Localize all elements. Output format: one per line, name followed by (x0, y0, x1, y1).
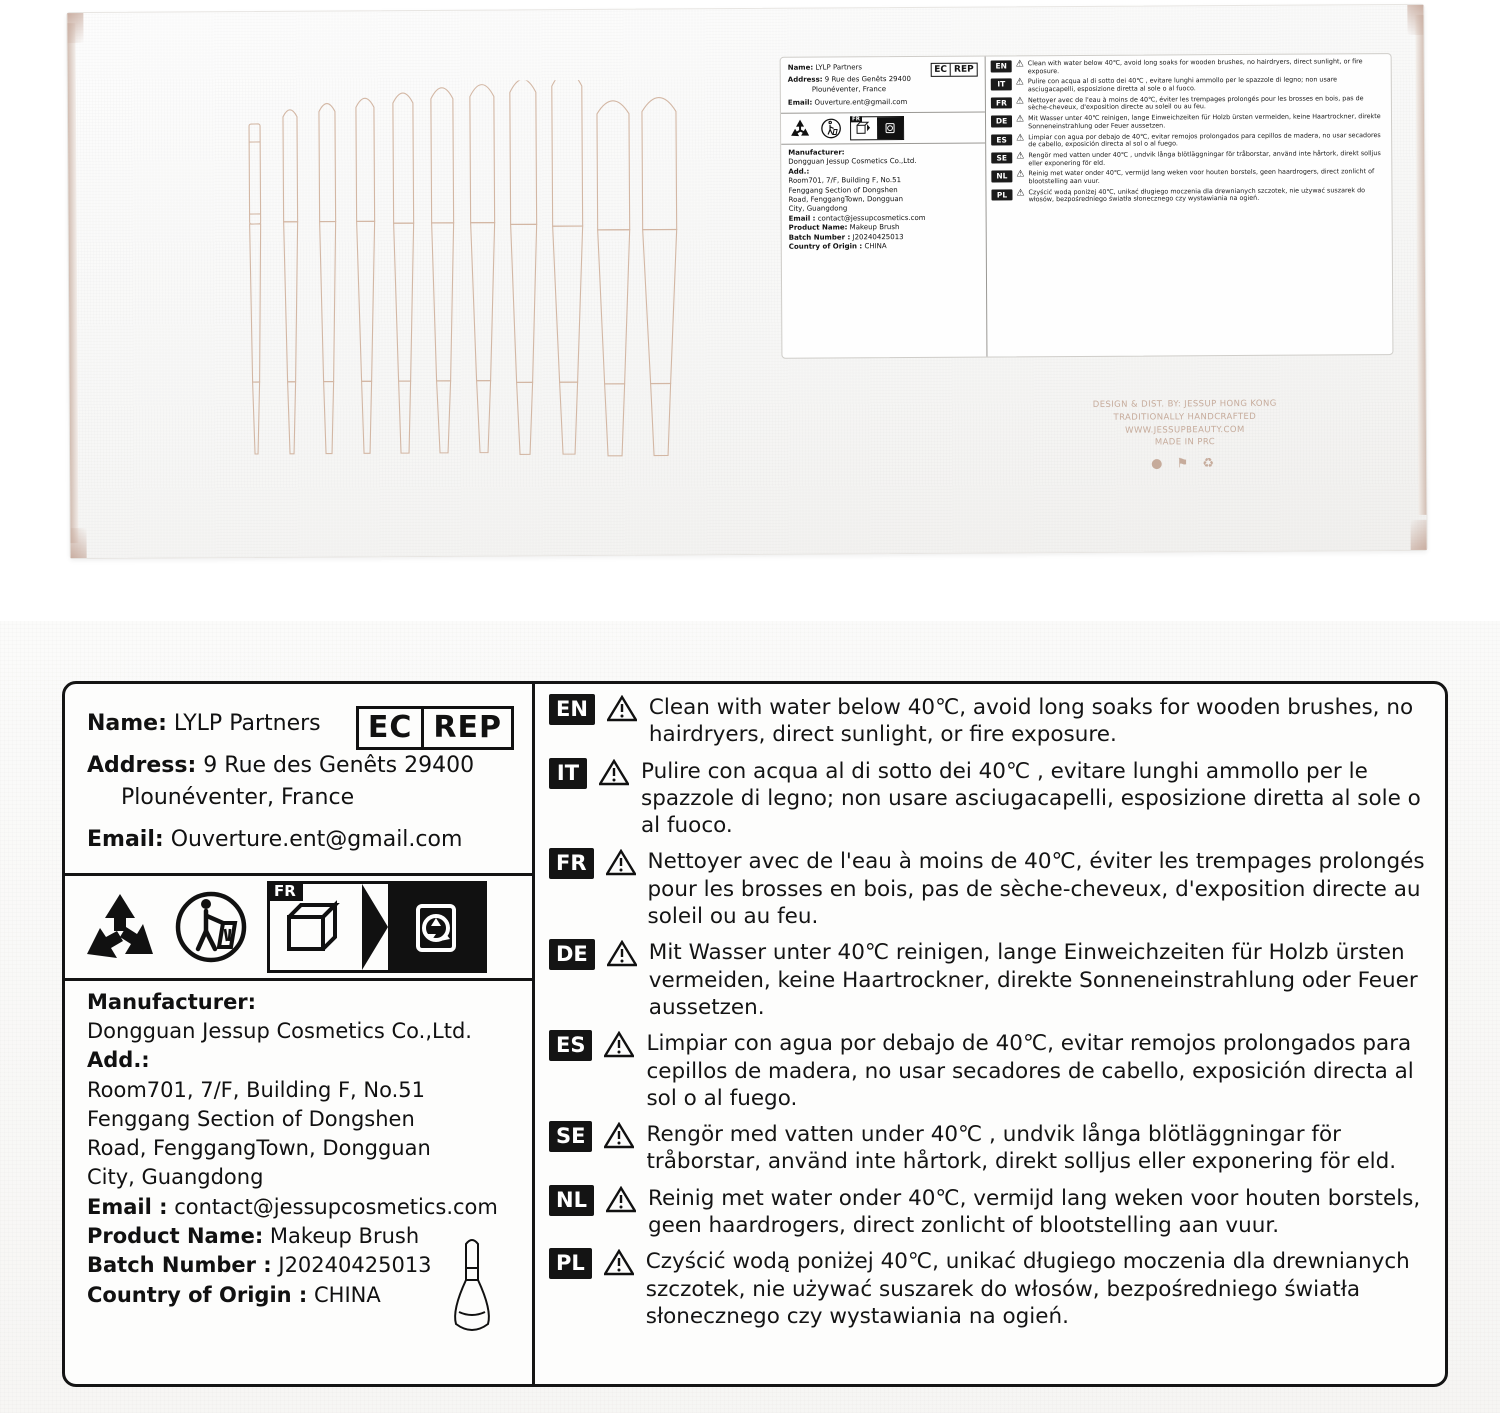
mini-fr-tag: FR (850, 116, 862, 122)
address-line1: 9 Rue des Genêts 29400 (203, 753, 474, 778)
box-footer-text (975, 397, 1395, 475)
language-code-de: DE (549, 939, 595, 970)
name-value: LYLP Partners (174, 711, 321, 736)
footer-line-3: MADE IN PRC (975, 435, 1395, 450)
instruction-row-pl (549, 1248, 1433, 1330)
box-printed-label (780, 53, 1394, 359)
recycling-bin-icon (388, 884, 484, 970)
warning-triangle-icon (604, 1122, 634, 1153)
ec-text: EC (359, 709, 425, 747)
mini-instruction-text: Nettoyer avec de l'eau à moins de 40℃, éviter les trempages prolongés pour les brosses en bois, pas de sèche-cheveux, d'exposition directe au soleil ou au feu. (1028, 95, 1386, 113)
instruction-row-fr (549, 848, 1433, 930)
mini-product-name-value: Makeup Brush (850, 223, 900, 231)
triman-arrow-icon (362, 884, 388, 970)
mini-instruction-row (991, 168, 1386, 186)
warning-triangle-icon (604, 1249, 634, 1280)
mini-lang-code: FR (991, 97, 1012, 109)
instruction-text-de: Mit Wasser unter 40℃ reinigen, lange Einweichzeiten für Holzb ürsten vermeiden, keine Haartrockner, direkte Sonneneinstrahlung oder Feuer aussetzen. (649, 939, 1433, 1021)
instruction-row-se (549, 1121, 1433, 1176)
mini-instruction-row (991, 150, 1386, 168)
box-left-edge (67, 23, 78, 543)
mini-rep-text: REP (951, 64, 977, 76)
mini-instruction-text: Rengör med vatten under 40℃ , undvik långa blötläggningar för tråborstar, använd inte hårtork, direkt solljus eller exponering för eld. (1028, 150, 1386, 168)
mini-ec-text: EC (931, 64, 951, 76)
warning-triangle-icon: ⚠ (1016, 115, 1024, 124)
language-code-en: EN (549, 694, 595, 725)
manufacturer-label: Manufacturer: (87, 990, 256, 1014)
address-row (87, 752, 514, 780)
mini-instruction-row (991, 187, 1386, 205)
mini-instruction-text: Pulire con acqua al di sotto dei 40℃ , evitare lunghi ammollo per le spazzole di legno; non usare asciugacapelli, esposizione diretta al sole o al fuoco. (1028, 76, 1386, 94)
mini-batch-value: J20240425013 (853, 233, 904, 241)
makeup-brush-icon (446, 1238, 498, 1350)
add-line-1: Fenggang Section of Dongshen (87, 1106, 514, 1133)
packaging-sorting-icon (856, 121, 872, 135)
warning-triangle-icon: ⚠ (1016, 60, 1024, 69)
warning-triangle-icon (607, 940, 637, 971)
instruction-row-en (549, 694, 1433, 749)
recycle-icon (788, 117, 812, 139)
footer-line-1: TRADITIONALLY HANDCRAFTED (975, 410, 1395, 425)
language-code-nl: NL (549, 1185, 594, 1216)
add-line-3: City, Guangdong (87, 1164, 514, 1191)
address-line2: Plounéventer, France (87, 784, 514, 812)
mini-symbol-strip (781, 111, 985, 144)
add-label: Add.: (87, 1048, 150, 1072)
do-not-litter-icon (173, 889, 253, 965)
mini-address-label: Address: (788, 76, 823, 84)
mini-add-line-0: Room701, 7/F, Building F, No.51 (788, 176, 978, 187)
mini-lang-code: DE (991, 116, 1012, 128)
mini-batch-label: Batch Number : (789, 233, 851, 241)
warning-triangle-icon (607, 695, 637, 726)
instruction-text-it: Pulire con acqua al di sotto dei 40℃ , evitare lunghi ammollo per le spazzole di legno; non usare asciugacapelli, esposizione diretta al sole o al fuoco. (641, 758, 1433, 840)
warning-triangle-icon: ⚠ (1016, 152, 1024, 161)
mini-name-label: Name: (788, 64, 813, 72)
mini-add-line-3: City, Guangdong (789, 204, 979, 215)
email2-value: contact@jessupcosmetics.com (174, 1195, 498, 1219)
language-code-pl: PL (549, 1248, 592, 1279)
mini-lang-code: NL (991, 171, 1012, 183)
mini-origin-value: CHINA (864, 242, 886, 250)
instruction-row-it (549, 758, 1433, 840)
box-corner-top-left (67, 13, 83, 43)
mini-instruction-text: Clean with water below 40℃, avoid long soaks for wooden brushes, no hairdryers, direct sunlight, or fire exposure. (1028, 58, 1386, 76)
instruction-text-se: Rengör med vatten under 40℃ , undvik långa blötläggningar för tråborstar, använd inte hårtork, direkt solljus eller exponering för eld. (646, 1121, 1433, 1176)
mini-instruction-text: Mit Wasser unter 40℃ reinigen, lange Einweichzeiten für Holzb ürsten vermeiden, keine Haartrockner, direkte Sonneneinstrahlung oder Feuer aussetzen. (1028, 113, 1386, 131)
mini-add-line-1: Fenggang Section of Dongshen (788, 185, 978, 196)
box-corner-bottom-right (1410, 520, 1426, 550)
product-box (66, 4, 1427, 559)
product-name-label: Product Name: (87, 1224, 263, 1248)
language-code-fr: FR (549, 848, 594, 879)
box-right-edge (1415, 15, 1426, 515)
mini-instruction-row (991, 76, 1386, 94)
box-label-left-panel (781, 57, 988, 358)
mini-address-line1: 9 Rue des Genêts 29400 (825, 75, 911, 84)
instruction-text-fr: Nettoyer avec de l'eau à moins de 40℃, éviter les trempages prolongés pour les brosses en bois, pas de sèche-cheveux, d'exposition directe au soleil ou au feu. (648, 848, 1433, 930)
care-instruction-label (62, 681, 1448, 1387)
warning-triangle-icon: ⚠ (1016, 189, 1024, 198)
mini-name-value: LYLP Partners (815, 63, 862, 71)
instruction-text-en: Clean with water below 40℃, avoid long soaks for wooden brushes, no hairdryers, direct sunlight, or fire exposure. (649, 694, 1433, 749)
email-value: Ouverture.ent@gmail.com (171, 827, 463, 852)
warning-triangle-icon (599, 759, 629, 790)
language-code-es: ES (549, 1030, 592, 1061)
mini-email-label: Email: (788, 99, 812, 107)
batch-value: J20240425013 (278, 1253, 431, 1277)
mini-lang-code: SE (991, 152, 1012, 164)
mini-lang-code: ES (991, 134, 1012, 146)
origin-label: Country of Origin : (87, 1283, 307, 1307)
instruction-row-es (549, 1030, 1433, 1112)
email2-label: Email : (87, 1195, 168, 1219)
box-corner-bottom-left (70, 528, 86, 558)
mini-instruction-text: Limpiar con agua por debajo de 40℃, evitar remojos prolongados para cepillos de madera, no usar secadores de cabello, exposición directa al sol o al fuego. (1028, 132, 1386, 150)
email-label: Email: (87, 827, 164, 852)
label-instructions-panel (535, 684, 1445, 1384)
mini-email2-label: Email : (789, 214, 816, 222)
warning-triangle-icon: ⚠ (1016, 97, 1024, 106)
mini-ec-rep-mark (930, 63, 978, 77)
label-left-panel (65, 684, 535, 1384)
footer-line-0: DESIGN & DIST. BY: JESSUP HONG KONG (975, 397, 1395, 412)
symbol-strip (65, 873, 532, 981)
instruction-text-pl: Czyścić wodą poniżej 40℃, unikać długiego moczenia dla drewnianych szczotek, nie używać suszarek do włosów, bezpośredniego światła słonecznego czy wystawiania na ogień. (646, 1248, 1433, 1330)
language-code-se: SE (549, 1121, 592, 1152)
warning-triangle-icon: ⚠ (1016, 79, 1024, 88)
mini-origin-label: Country of Origin : (789, 242, 862, 250)
footer-icon-row: ● ⚑ ♻ (975, 453, 1395, 475)
add-line-0: Room701, 7/F, Building F, No.51 (87, 1077, 514, 1104)
warning-triangle-icon (606, 1186, 636, 1217)
mini-instruction-row (991, 95, 1386, 113)
origin-value: CHINA (314, 1283, 381, 1307)
mini-address-line2: Plounéventer, France (788, 85, 931, 95)
mini-email2-value: contact@jessupcosmetics.com (818, 214, 926, 223)
warning-triangle-icon (604, 1031, 634, 1062)
name-label: Name: (87, 711, 167, 736)
batch-label: Batch Number : (87, 1253, 272, 1277)
instruction-row-de (549, 939, 1433, 1021)
rep-text: REP (424, 709, 511, 747)
mini-add-label: Add.: (788, 167, 809, 175)
warning-triangle-icon: ⚠ (1016, 134, 1024, 143)
mini-instruction-row (991, 58, 1386, 76)
warning-triangle-icon: ⚠ (1016, 171, 1024, 180)
language-code-it: IT (549, 758, 587, 789)
mini-add-line-2: Road, FenggangTown, Dongguan (788, 195, 978, 206)
mini-email-value: Ouverture.ent@gmail.com (815, 98, 908, 107)
recycling-bin-icon (883, 121, 897, 135)
email-row (87, 826, 514, 854)
add-line-2: Road, FenggangTown, Dongguan (87, 1135, 514, 1162)
mini-product-name-label: Product Name: (789, 224, 848, 232)
instruction-text-nl: Reinig met water onder 40℃, vermijd lang weken voor houten borstels, geen haardrogers, direct zonlicht of blootstelling aan vuur. (648, 1185, 1433, 1240)
triman-fr-mark (267, 881, 487, 973)
mini-instruction-row (991, 113, 1386, 131)
ec-rep-mark (356, 706, 514, 750)
mini-manufacturer-value: Dongguan Jessup Cosmetics Co.,Ltd. (788, 157, 978, 168)
label-closeup-photo (0, 620, 1500, 1413)
mini-instruction-row (991, 132, 1386, 150)
instruction-text-es: Limpiar con agua por debajo de 40℃, evitar remojos prolongados para cepillos de madera, no usar secadores de cabello, exposición directa al sol o al fuego. (646, 1030, 1433, 1112)
warning-triangle-icon (606, 849, 636, 880)
product-name-value: Makeup Brush (270, 1224, 419, 1248)
mini-lang-code: EN (991, 60, 1012, 72)
box-corner-top-right (1407, 5, 1423, 35)
fr-tag: FR (267, 881, 303, 901)
box-label-instructions-panel (986, 54, 1393, 356)
mini-instruction-text: Reinig met water onder 40℃, vermijd lang weken voor houten borstels, geen haardrogers, direct zonlicht of blootstelling aan vuur. (1028, 168, 1386, 186)
brush-lineart-illustration (173, 79, 695, 482)
address-label: Address: (87, 753, 196, 778)
do-not-litter-icon (819, 117, 843, 139)
product-box-photo (0, 0, 1500, 610)
mini-manufacturer-label: Manufacturer: (788, 148, 844, 156)
mini-lang-code: IT (991, 79, 1012, 91)
recycle-icon (81, 890, 159, 964)
mini-lang-code: PL (991, 189, 1012, 201)
mini-instruction-text: Czyścić wodą poniżej 40℃, unikać długiego moczenia dla drewnianych szczotek, nie używać suszarek do włosów, bezpośredniego światła słonecznego czy wystawiania na ogień. (1029, 187, 1387, 205)
footer-line-2: WWW.JESSUPBEAUTY.COM (975, 423, 1395, 438)
instruction-row-nl (549, 1185, 1433, 1240)
manufacturer-value: Dongguan Jessup Cosmetics Co.,Ltd. (87, 1018, 514, 1045)
